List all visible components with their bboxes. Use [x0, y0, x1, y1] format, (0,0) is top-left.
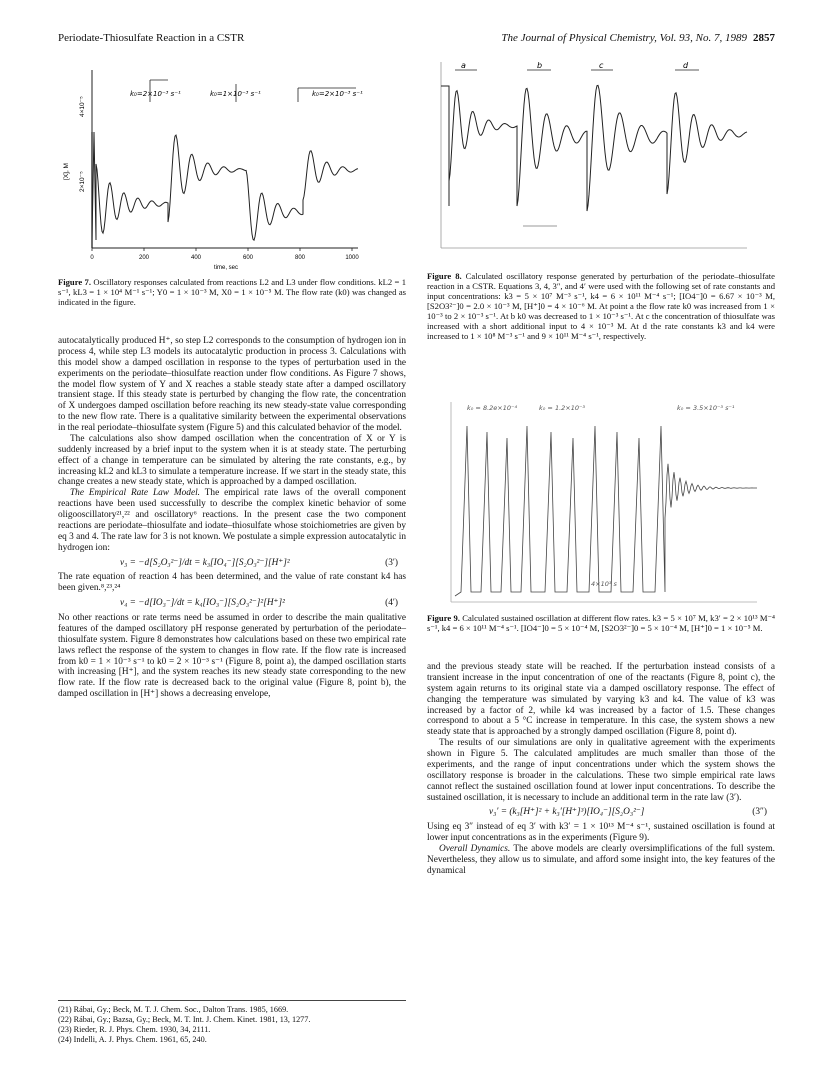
page-number: 2857 [753, 32, 775, 44]
figure-7-xtick-label: 800 [294, 255, 306, 261]
reference-21: (21) Rábai, Gy.; Beck, M. T. J. Chem. Soc., Dalton Trans. 1985, 1669. [58, 1005, 289, 1014]
figure-8-label-d: d [683, 61, 689, 70]
figure-7-xtick-label: 200 [138, 255, 150, 261]
equation-4-prime [58, 594, 406, 613]
figure-9-annotation-3: k₀ = 3.5×10⁻³ s⁻¹ [677, 404, 735, 412]
figure-8-plot [427, 56, 775, 266]
figure-8 [427, 56, 775, 341]
figure-8-label-c: c [599, 61, 604, 70]
figure-7-caption-label: Figure 7. [58, 277, 91, 287]
figure-7-annotation-2: k₀=1×10⁻³ s⁻¹ [210, 90, 261, 98]
reference-23: (23) Rieder, R. J. Phys. Chem. 1930, 34, 2111. [58, 1025, 211, 1034]
running-header-journal [501, 32, 775, 44]
reference-22: (22) Rábai, Gy.; Bazsa, Gy.; Beck, M. T. Int. J. Chem. Kinet. 1981, 13, 1277. [58, 1015, 311, 1024]
figure-7-caption [58, 277, 406, 307]
equation-3-prime-number: (3′) [385, 557, 398, 568]
figure-8-label-b: b [537, 61, 543, 70]
figure-8-caption [427, 271, 775, 341]
figure-9-time-mark: 4×10³ s [591, 580, 617, 588]
figure-8-curve [441, 85, 747, 211]
running-header-title: Periodate-Thiosulfate Reaction in a CSTR [58, 32, 245, 44]
figure-7-ytick-1: 4×10⁻⁵ [79, 96, 86, 117]
left-para-4: The rate equation of reaction 4 has been determined, and the value of rate constant k4 has been given.⁸,²³,²⁴ [58, 572, 406, 594]
equation-3-prime-body: v₃ = −d[S₂O₃²⁻]/dt = k₃[IO₄⁻][S₂O₃²⁻][H⁺]² [120, 557, 290, 568]
left-para-2: The calculations also show damped oscillation when the concentration of X or Y is suddenly increased by a brief input to the system when it is at steady state. The perturbing effect of a change in temperature can be simulated by altering the rate constants, e.g., by increasing kL2 and kL3 to simulate a temperature increase. If we start in the steady state, this change creates a new steady state, which is approached by a damped oscillation. [58, 433, 406, 488]
figure-8-caption-text: Calculated oscillatory response generated by perturbation of the periodate–thiosulfate reaction in a CSTR. Equations 3, 4, 3″, and 4′ were used with the following set of rate constants and input concentrations: k3 = 5 × 10⁷ M⁻³ s⁻¹, k4 = 6 × 10¹¹ M⁻⁴ s⁻¹; [IO4⁻]0 = 6.67 × 10⁻³ M, [S2O3²⁻]0 = 2.0 × 10⁻³ M, [H⁺]0 = 4 × 10⁻⁶ M. At point a the flow rate k0 was increased from 1 × 10⁻³ to 2 × 10⁻³ s⁻¹. At b k0 was decreased to 1 × 10⁻³ s⁻¹. At c the concentration of thiosulfate was increased with a short additional input to 4 × 10⁻³ M. At d the rate constants k3 and k4 were increased to 1 × 10⁸ M⁻³ s⁻¹ and 9 × 10¹¹ M⁻⁴ s⁻¹, respectively. [427, 271, 775, 342]
left-para-3 [58, 488, 406, 553]
journal-citation: The Journal of Physical Chemistry, Vol. 93, No. 7, 1989 [501, 32, 747, 44]
figure-9-annotation-2: k₀ = 1.2×10⁻³ [539, 404, 586, 412]
section-heading-overall: Overall Dynamics. [439, 844, 511, 854]
figure-7-xtick-label: 0 [90, 255, 94, 261]
figure-7 [58, 62, 406, 307]
figure-7-ylabel: [X], M [63, 163, 70, 180]
figure-7-xtick-label: 600 [242, 255, 254, 261]
figure-7-annotation-3: k₀=2×10⁻³ s⁻¹ [312, 90, 363, 98]
figure-8-caption-label: Figure 8. [427, 271, 462, 281]
right-para-4-text: The above models are clearly oversimplifications of the full system. Nevertheless, they allow us to simulate, and afford some insight into, the key features of the dynamical [427, 844, 775, 876]
equation-3-double-prime-number: (3″) [752, 807, 767, 818]
figure-7-ytick-2: 2×10⁻⁵ [79, 171, 86, 192]
figure-9-curve [455, 426, 757, 596]
right-para-2: The results of our simulations are only in qualitative agreement with the experiments shown in Figure 5. The calculated amplitudes are much smaller than those of the experiments, and the range of input concentrations under which the system shows the oscillatory response is broader in the calculations. These two simple empirical rate laws cannot reflect the sustained oscillation found at lower input concentrations. To describe the sustained oscillation, it is necessary to include an additional term in the rate law (3′). [427, 738, 775, 803]
left-para-5: No other reactions or rate terms need be assumed in order to describe the main qualitative features of the damped oscillatory pH response generated by perturbation of the periodate–thiosulfate system. Figure 8 demonstrates how calculations based on these two empirical rate laws reflect the response of the system to changes in flow rate. If the flow rate is increased from k0 = 1 × 10⁻³ s⁻¹ to k0 = 2 × 10⁻³ s⁻¹ (Figure 8, point a), the damped oscillation starts with increasing [H⁺], and the system reaches its new steady state corresponding to the new flow rate. If the flow rate is decreased back to the original value (Figure 8, point b), the damped oscillation in [H⁺] shows a decreasing envelope, [58, 613, 406, 700]
right-column [427, 662, 775, 877]
equation-3-prime [58, 554, 406, 573]
equation-4-prime-number: (4′) [385, 598, 398, 609]
left-para-1: autocatalytically produced H⁺, so step L2 corresponds to the consumption of hydrogen ion in process 4, while step L3 models its autocatalytic production in process 3. Calculations with this model show a damped oscillation in response to the types of perturbation used in the experiments on the periodate–thiosulfate reaction under flow conditions. As Figure 7 shows, the model flow system of Y and X reaches a stable steady state after a damped oscillatory transient stage. If this steady state is perturbed by changing the flow rate, the concentration of X undergoes damped oscillation before reaching its new steady-state value corresponding to the new flow rate. There is a qualitative similarity between the experimental observations in the real periodate–thiosulfate system (Figure 5) and this calculated behavior of the model. [58, 336, 406, 433]
figure-7-plot [58, 62, 406, 272]
right-para-4 [427, 844, 775, 877]
reference-24: (24) Indelli, A. J. Phys. Chem. 1961, 65, 240. [58, 1035, 207, 1044]
figure-9-plot [427, 396, 775, 608]
references [58, 1000, 406, 1045]
figure-7-xtick-label: 400 [190, 255, 202, 261]
left-column [58, 336, 406, 700]
figure-7-caption-text: Oscillatory responses calculated from reactions L2 and L3 under flow conditions. kL2 = 1 s⁻¹, kL3 = 1 × 10⁴ M⁻¹ s⁻¹; Y0 = 1 × 10⁻³ M, X0 = 1 × 10⁻⁵ M. The flow rate (k0) was changed as indicated in the figure. [58, 277, 407, 308]
equation-3-double-prime-body: v₃′ = (k₃[H⁺]² + k₃′[H⁺]³)[IO₄⁻][S₂O₃²⁻] [489, 807, 645, 818]
figure-9-caption-label: Figure 9. [427, 613, 460, 623]
right-para-1: and the previous steady state will be reached. If the perturbation instead consists of a transient increase in the input concentration of one of the reactants (Figure 8, point c), the system again returns to its original state via a damped oscillatory response. The effect of changing the temperature was simulated by varying k3 and k4. The value of k3 was increased by a factor of 2, while k4 was increased by a factor of 1.5. These changes correspond to about a 5 °C increase in temperature. In this case, the system shows a new steady state that is approached by a strongly damped oscillation (Figure 8, point d). [427, 662, 775, 738]
section-heading-empirical: The Empirical Rate Law Model. [70, 488, 200, 499]
figure-7-annotation-1: k₀=2×10⁻³ s⁻¹ [130, 90, 181, 98]
figure-7-xlabel: time, sec [213, 265, 239, 271]
figure-9-annotation-1: k₀ = 8.2e×10⁻⁴ [467, 404, 518, 412]
left-para-3-text: The empirical rate laws of the overall component reactions have been used successfully to describe the complex kinetic behavior of some oligooscillatory²¹,²² and oscillatory⁶ reactions. In the present case the two component reactions are periodate–thiosulfate and iodate–thiosulfate whose stoichiometries are given by eq 3 and 4. The rate law for 3 is not known. We postulate a simple expression autocatalytic in hydrogen ion: [58, 488, 406, 553]
figure-9-caption [427, 613, 775, 633]
figure-9-caption-text: Calculated sustained oscillation at different flow rates. k3 = 5 × 10⁷ M, k3′ = 2 × 10¹³ M⁻⁴ s⁻¹, k4 = 6 × 10¹¹ M⁻⁴ s⁻¹. [IO4⁻]0 = 5 × 10⁻⁴ M, [S2O3²⁻]0 = 5 × 10⁻⁴ M, [H⁺]0 = 1 × 10⁻⁵ M. [427, 613, 775, 634]
figure-7-xtick-label: 1000 [345, 255, 359, 261]
right-para-3: Using eq 3″ instead of eq 3′ with k3′ = 1 × 10¹³ M⁻⁴ s⁻¹, sustained oscillation is found at lower input concentrations as in the experiments (Figure 9). [427, 822, 775, 844]
equation-4-prime-body: v₄ = −d[IO₃⁻]/dt = k₄[IO₃⁻][S₂O₃²⁻]²[H⁺]² [120, 598, 285, 609]
figure-9 [427, 396, 775, 633]
equation-3-double-prime [427, 803, 775, 822]
figure-8-label-a: a [461, 61, 466, 70]
figure-7-curve [92, 132, 358, 240]
